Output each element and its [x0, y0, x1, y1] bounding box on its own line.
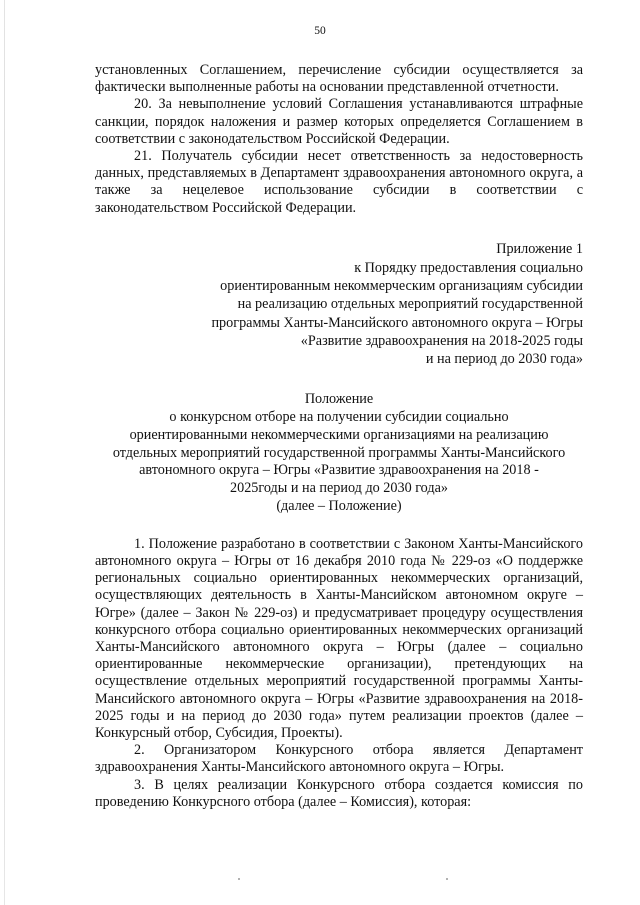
scan-marks: [0, 878, 640, 884]
document-heading: Положение: [304, 391, 374, 408]
appendix-line: и на период до 2030 года»: [425, 351, 583, 368]
document-title-line: 2025годы и на период до 2030 года»: [230, 480, 448, 497]
page-number: 50: [314, 25, 326, 37]
document-title-line: о конкурсном отборе на получении субсидии социально: [169, 409, 509, 426]
document-title-line: ориентированными некоммерческими организациями на реализацию: [129, 426, 549, 443]
appendix-line: ориентированным некоммерческим организациям субсидии: [220, 278, 583, 295]
paragraph-21: 21. Получатель субсидии несет ответственность за недостоверность данных, представляемых в Департамент здравоохранения автономного округа, а также за нецелевое использование субсидии в соответствии с законодательством Российской Федерации.: [95, 148, 583, 216]
document-title: [95, 391, 583, 516]
paragraph-20: 20. За невыполнение условий Соглашения устанавливаются штрафные санкции, порядок наложения и размер которых определяется Соглашением в соответствии с законодательством Российской Федерации.: [95, 96, 583, 147]
appendix-line: программы Ханты-Мансийского автономного округа – Югры: [211, 314, 583, 331]
appendix-header: [95, 240, 583, 368]
body-section: [95, 536, 583, 811]
appendix-line: на реализацию отдельных мероприятий государственной: [237, 296, 583, 313]
appendix-title: Приложение 1: [496, 240, 583, 257]
appendix-line: к Порядку предоставления социально: [354, 260, 583, 277]
document-title-line: отдельных мероприятий государственной программы Ханты-Мансийского: [112, 444, 566, 461]
paragraph-continuation: установленных Соглашением, перечисление субсидии осуществляется за фактически выполненные работы на основании представленной отчетности.: [95, 62, 583, 96]
scan-dot: [446, 878, 448, 880]
paragraph-2: 2. Организатором Конкурсного отбора является Департамент здравоохранения Ханты-Мансийского автономного округа – Югры.: [95, 742, 583, 776]
document-title-line: автономного округа – Югры «Развитие здравоохранения на 2018 -: [139, 462, 539, 479]
appendix-line: «Развитие здравоохранения на 2018-2025 годы: [300, 332, 583, 349]
paragraph-1: 1. Положение разработано в соответствии с Законом Ханты-Мансийского автономного округа – Югры от 16 декабря 2010 года № 229-оз «О поддержке региональных социально ориентированных некоммерческих организаций, осуществляющих деятельность в Ханты-Мансийском автономном округе – Югре» (далее – Закон № 229-оз) и предусматривает процедуру осуществления конкурсного отбора социально ориентированных некоммерческих организаций Ханты-Мансийского автономного округа – Югры (далее – социально ориентированные некоммерческие организации), претендующих на осуществление отдельных мероприятий государственной программы Ханты-Мансийского автономного округа – Югры «Развитие здравоохранения на 2018-2025 годы и на период до 2030 года» путем реализации проектов (далее – Конкурсный отбор, Субсидия, Проекты).: [95, 535, 583, 742]
paragraph-3: 3. В целях реализации Конкурсного отбора создается комиссия по проведению Конкурсного отбора (далее – Комиссия), которая:: [95, 776, 583, 810]
page-content: [95, 62, 583, 811]
intro-section: [95, 62, 583, 217]
scan-edge: [4, 0, 5, 905]
document-title-line: (далее – Положение): [276, 498, 402, 515]
scan-dot: [238, 878, 240, 880]
